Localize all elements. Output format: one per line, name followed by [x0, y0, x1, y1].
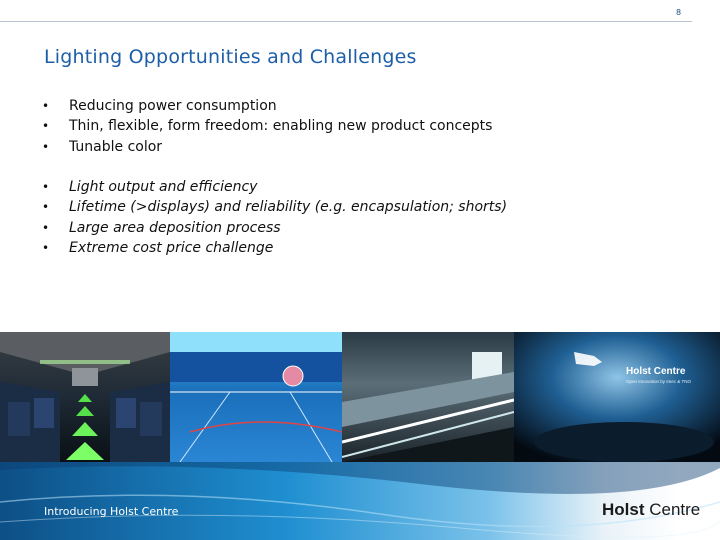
- list-item-text: Lifetime (>displays) and reliability (e.g. encapsulation; shorts): [69, 199, 508, 216]
- list-item-text: Light output and efficiency: [69, 179, 258, 195]
- list-item-text: Large area deposition process: [69, 219, 281, 236]
- road-lights-photo: [342, 332, 514, 462]
- logo-light-text: Centre: [649, 500, 701, 519]
- list-item: [42, 96, 492, 116]
- list-item-text: Extreme cost price challenge: [69, 239, 274, 256]
- list-item: [42, 177, 507, 197]
- bullet-icon: •: [42, 240, 50, 255]
- list-item: [42, 137, 492, 157]
- bullet-icon: •: [42, 99, 50, 113]
- holst-centre-logo: [602, 500, 700, 520]
- bullet-icon: •: [42, 200, 50, 215]
- footer-text: Introducing Holst Centre: [44, 505, 179, 518]
- airplane-cabin-photo: [0, 332, 170, 462]
- sign-subtitle: Open Innovation by Imec & TNO: [626, 379, 691, 384]
- bullet-icon: •: [42, 180, 50, 194]
- sign-title: Holst Centre: [626, 366, 686, 377]
- list-item: [42, 238, 507, 258]
- opportunities-list: [42, 96, 492, 157]
- holst-sign-photo: [514, 332, 720, 462]
- header-divider: [0, 21, 692, 22]
- list-item: [42, 116, 492, 136]
- bullet-icon: •: [42, 220, 50, 235]
- list-item-text: Thin, flexible, form freedom: enabling new product concepts: [69, 118, 493, 135]
- page-number: 8: [676, 8, 682, 17]
- sports-hall-photo: [170, 332, 342, 462]
- challenges-list: [42, 177, 507, 258]
- list-item-text: Reducing power consumption: [69, 98, 277, 114]
- list-item: [42, 218, 507, 238]
- bullet-icon: •: [42, 119, 50, 134]
- slide-title: Lighting Opportunities and Challenges: [44, 46, 417, 68]
- logo-bold-text: Holst: [602, 500, 645, 519]
- bullet-icon: •: [42, 139, 50, 154]
- photo-strip: [0, 332, 720, 462]
- list-item-text: Tunable color: [69, 138, 163, 155]
- list-item: [42, 197, 507, 217]
